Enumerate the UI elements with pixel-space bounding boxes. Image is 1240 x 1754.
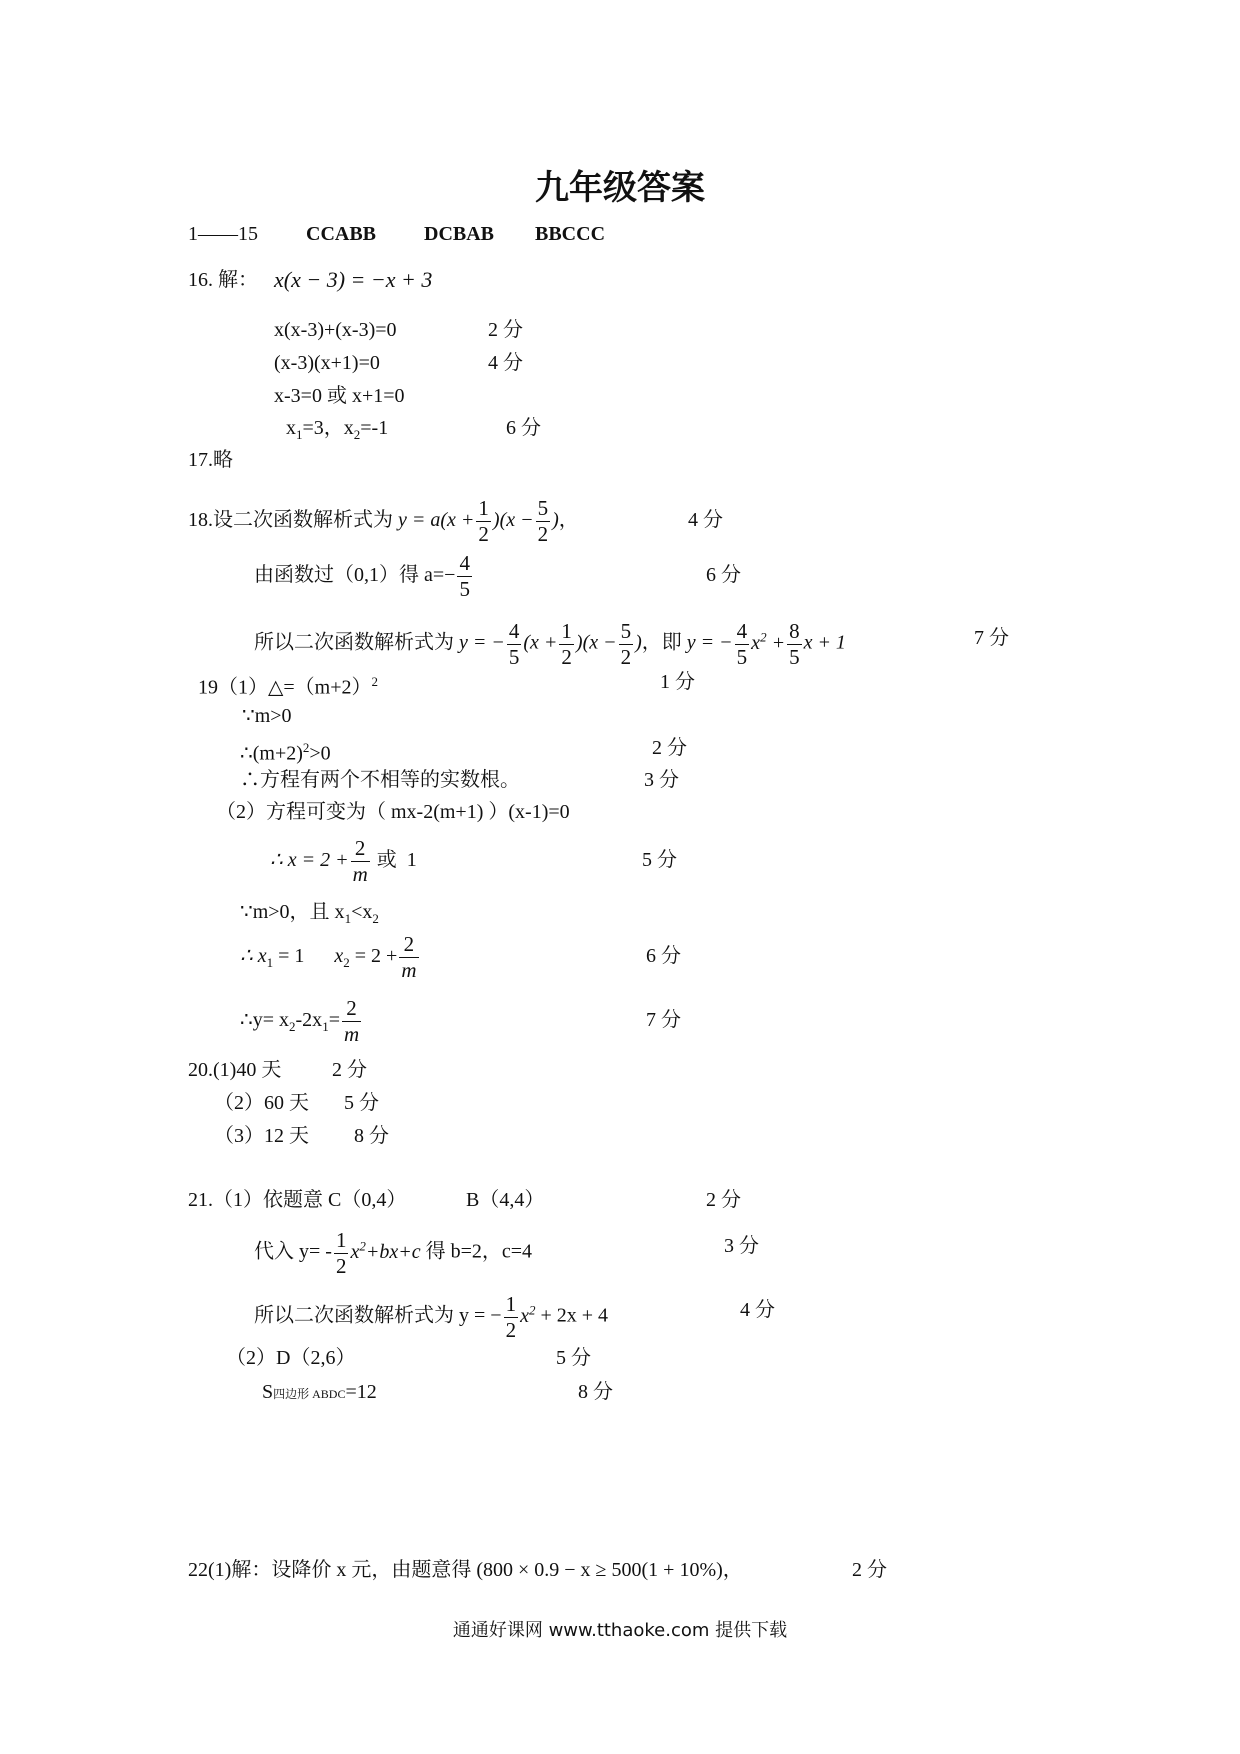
q20-line-1-points: 2 分 xyxy=(332,1059,367,1081)
q19-line-3-points: 2 分 xyxy=(652,737,687,759)
q19-line-8-points: 6 分 xyxy=(646,945,681,967)
q19-line-1-points: 1 分 xyxy=(660,671,695,693)
mc-range: 1——15 xyxy=(188,223,258,245)
q20-line-3-points: 8 分 xyxy=(354,1125,389,1147)
q18-line-3-points: 7 分 xyxy=(974,627,1009,649)
q21-line-4-points: 5 分 xyxy=(556,1347,591,1369)
page-footer: 通通好课网 www.tthaoke.com 提供下载 xyxy=(452,1620,788,1641)
q20-line-2: （2）60 天 xyxy=(214,1092,309,1114)
q19-line-5: （2）方程可变为（ mx-2(m+1) ）(x-1)=0 xyxy=(216,801,570,823)
q21-line-3-points: 4 分 xyxy=(740,1299,775,1321)
q17-answer: 17.略 xyxy=(188,449,233,471)
q16-equation: x(x − 3) = −x + 3 xyxy=(274,267,433,292)
q19-line-4-points: 3 分 xyxy=(644,769,679,791)
q19-line-9-points: 7 分 xyxy=(646,1009,681,1031)
q19-line-2: ∵m>0 xyxy=(242,705,292,727)
q19-line-9: ∴y= $x_2-2x_1=$ $\frac{2}{m}$ xyxy=(240,995,360,1046)
mc-group-2: DCBAB xyxy=(424,223,495,245)
q21-line-1: 21.（1）依题意 C（0,4） xyxy=(188,1189,407,1211)
q16-step-4-points: 6 分 xyxy=(506,417,541,439)
q19-line-6: ∴ x = 2 + $\frac{2}{m}$ 或 1 xyxy=(270,835,417,886)
q18-line-1-points: 4 分 xyxy=(688,509,723,531)
q21-line-5-points: 8 分 xyxy=(578,1381,613,1403)
q16-label: 16. 解： xyxy=(188,269,258,291)
q20-line-1: 20.(1)40 天 xyxy=(188,1059,282,1081)
q16-step-4: $x_1=3$，$x_2=-1$ xyxy=(286,417,389,442)
q19-line-3: $\therefore(m+2)^2>0$ xyxy=(240,740,331,765)
q21-line-2-points: 3 分 xyxy=(724,1235,759,1257)
q21-line-3: 所以二次函数解析式为 y = − $\frac{1}{2}$ $x^2 + 2x + 4$ xyxy=(254,1291,609,1342)
mc-group-1: CCABB xyxy=(306,223,377,245)
q21-line-4: （2）D（2,6） xyxy=(226,1347,356,1369)
q19-line-1: $19(1)\triangle=(m+2)^2$ xyxy=(198,674,378,699)
q18-line-3: 所以二次函数解析式为 y = − $\frac{4}{5}$ (x + $\frac{1}{2}$ )(x − $\frac{5}{2}$ )，即 y = − $\frac{4}{5}$ $x^2$ + $\frac{8}{5}$ x + 1 xyxy=(254,618,846,669)
q22-line-1: 22(1)解：设降价 x 元，由题意得 (800 × 0.9 − x ≥ 500(1 + 10%)， xyxy=(188,1559,743,1581)
q16-step-2: (x-3)(x+1)=0 xyxy=(274,352,380,374)
q21-line-1-b: B（4,4） xyxy=(466,1189,545,1211)
q20-line-3: （3）12 天 xyxy=(214,1125,309,1147)
q18-line-2: 由函数过（0,1）得 a=− $\frac{4}{5}$ xyxy=(254,550,470,601)
q19-line-4: ∴方程有两个不相等的实数根。 xyxy=(240,769,520,791)
q16-step-1: x(x-3)+(x-3)=0 xyxy=(274,319,397,341)
q19-line-6-points: 5 分 xyxy=(642,849,677,871)
q18-line-2-points: 6 分 xyxy=(706,564,741,586)
q19-line-8: ∴ $x_1 = 1$ $x_2 = 2$ + $\frac{2}{m}$ xyxy=(240,931,417,982)
q21-line-2: 代入 y= - $\frac{1}{2}$ $x^2+bx+c$ 得 b=2，c=4 xyxy=(254,1227,533,1278)
q21-line-1-points: 2 分 xyxy=(706,1189,741,1211)
q16-step-2-points: 4 分 xyxy=(488,352,523,374)
q18-line-1: 18.设二次函数解析式为 y = a(x + $\frac{1}{2}$ )(x − $\frac{5}{2}$ )， xyxy=(188,495,579,546)
q21-line-5: S四边形 ABDC=12 xyxy=(262,1381,377,1403)
q16-step-1-points: 2 分 xyxy=(488,319,523,341)
q19-line-7: ∵m>0，且 $x_1<x_2$ xyxy=(240,901,379,926)
q20-line-2-points: 5 分 xyxy=(344,1092,379,1114)
mc-group-3: BBCCC xyxy=(535,223,606,245)
q16-step-3: x-3=0 或 x+1=0 xyxy=(274,385,405,407)
page-title: 九年级答案 xyxy=(535,168,705,208)
q22-line-1-points: 2 分 xyxy=(852,1559,887,1581)
